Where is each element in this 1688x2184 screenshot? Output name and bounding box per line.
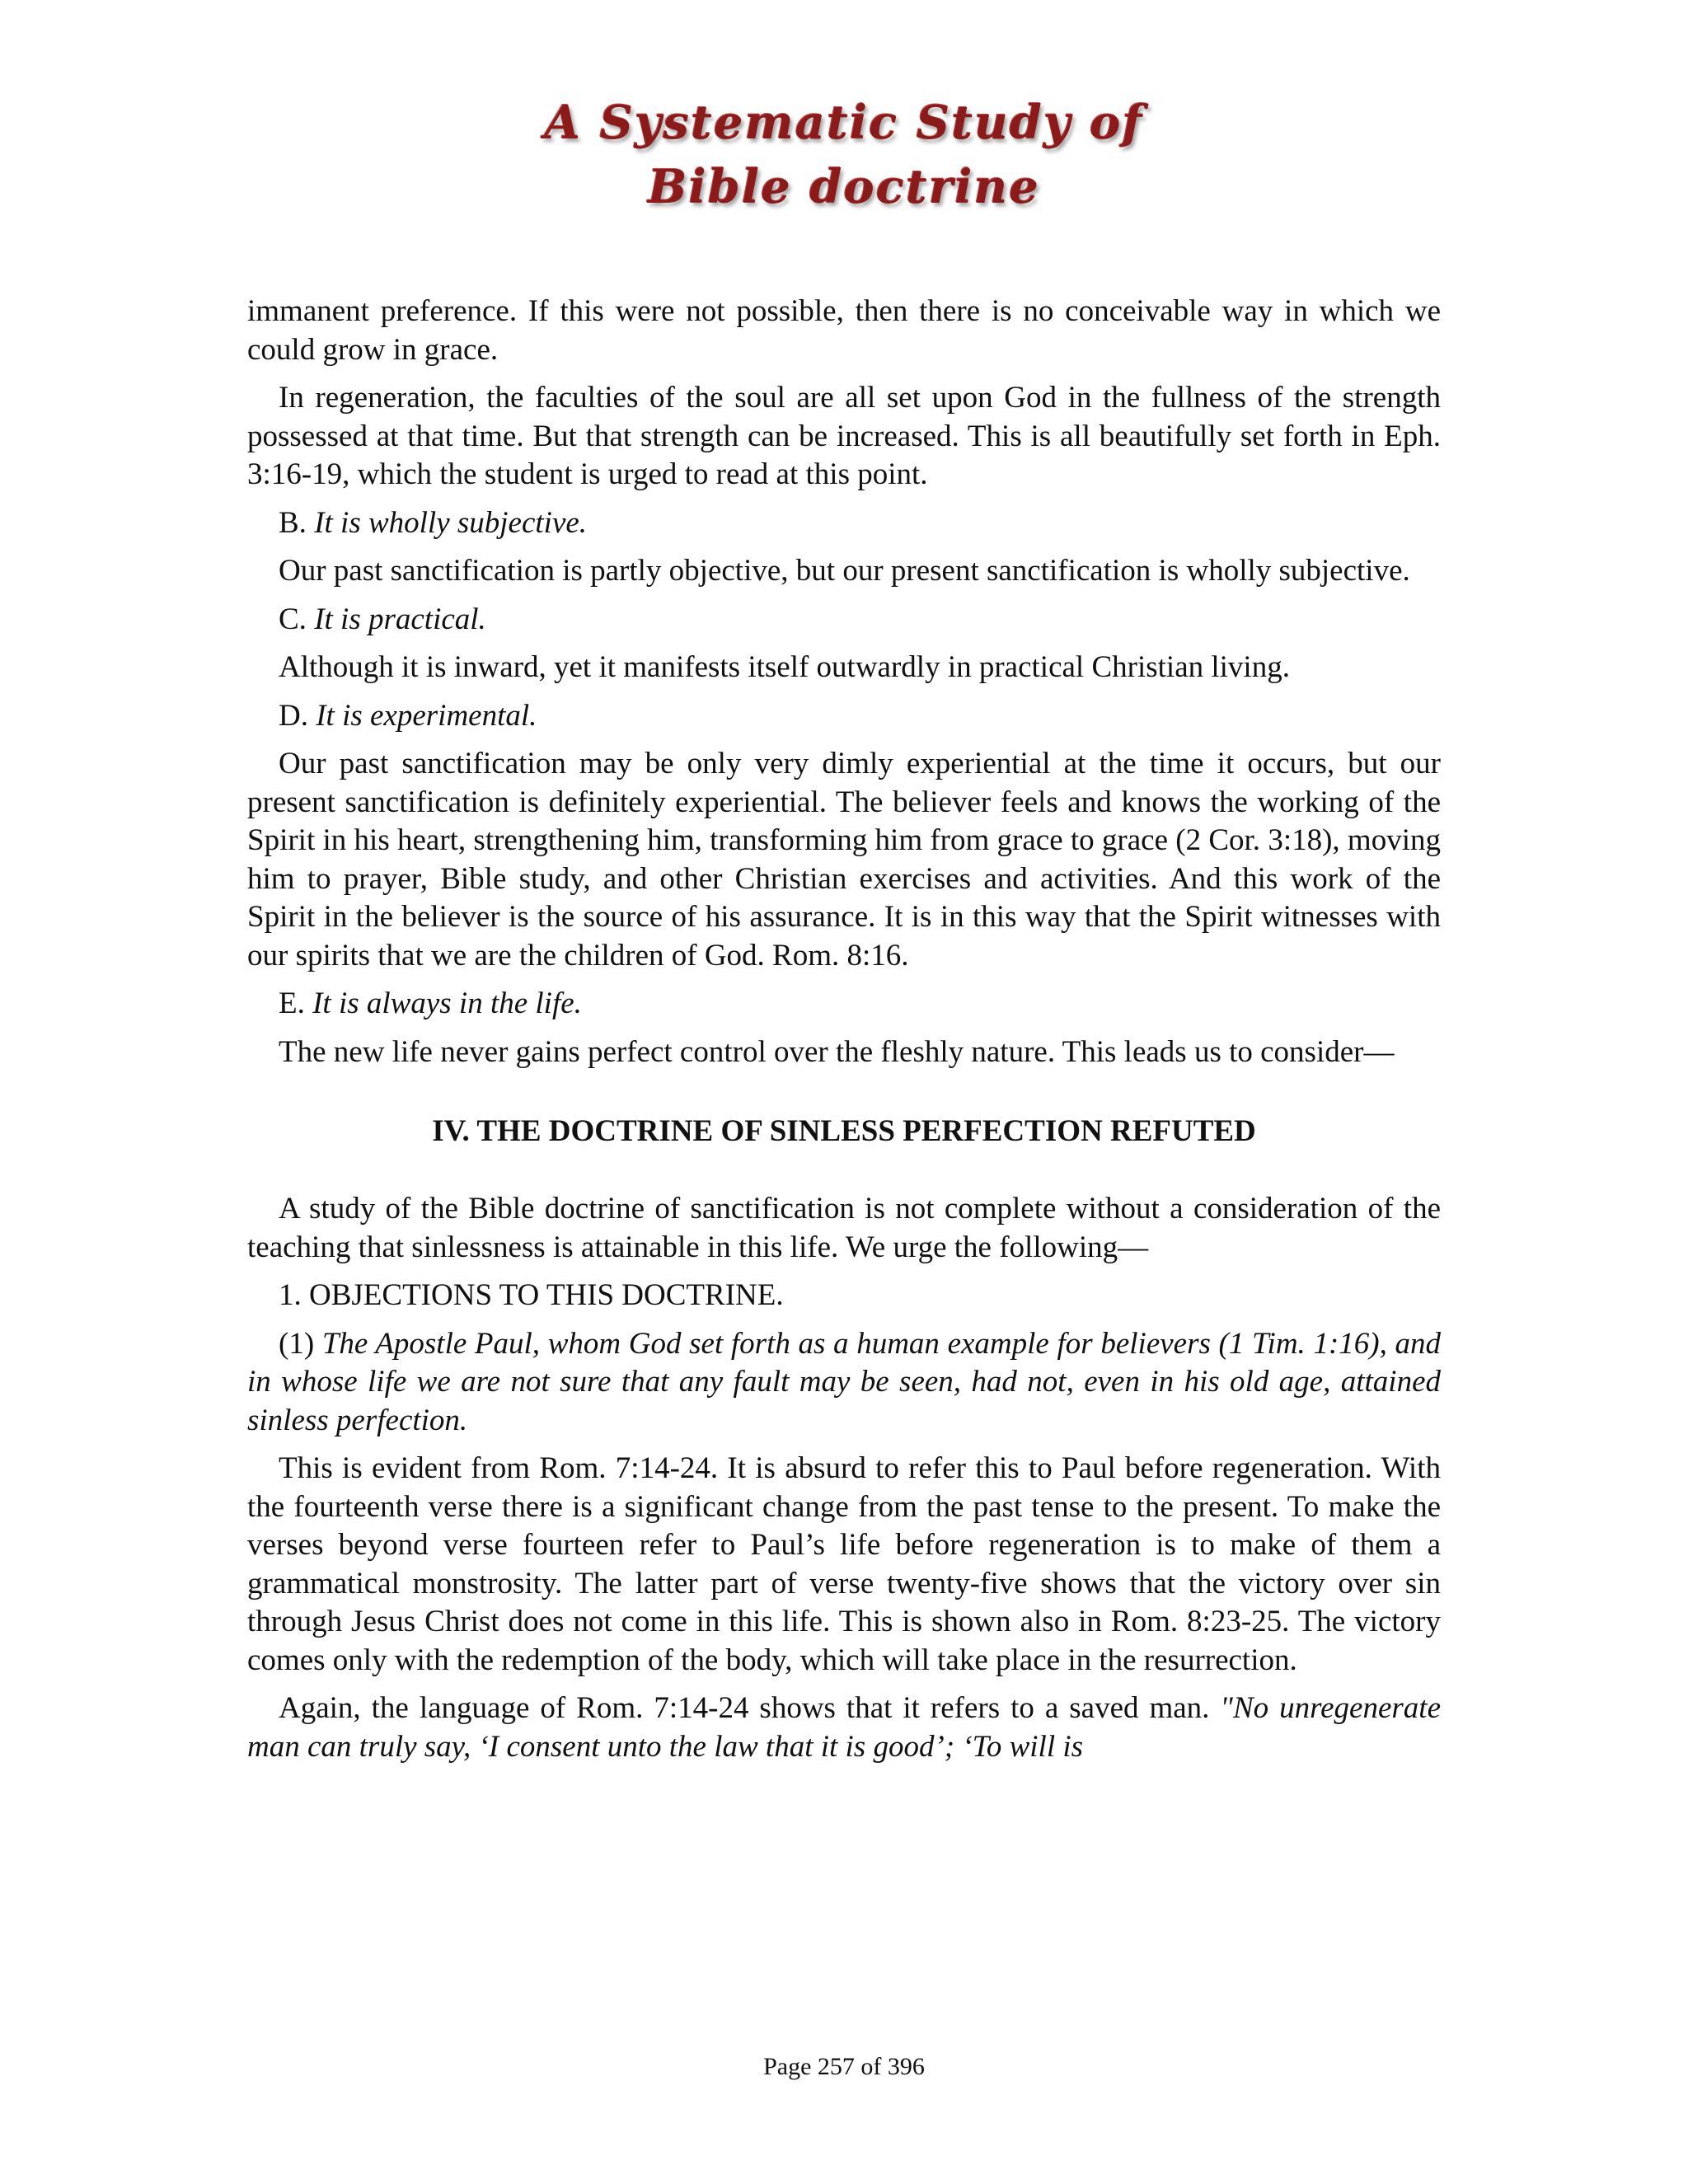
page-content xyxy=(247,293,1441,1776)
point-c-label: C. xyxy=(279,602,307,636)
point-e-title: It is always in the life. xyxy=(312,987,582,1020)
paragraph-experimental: Our past sanctification may be only very dimly experiential at the time it occurs, but our present sanctification is definitely experiential. The believer feels and knows the working of the Spirit in his heart, strengthening him, transforming him from grace to grace (2 Cor. 3:18), moving him to prayer, Bible study, and other Christian exercises and activities. And this work of the Spirit in the believer is the source of his assurance. It is in this way that the Spirit witnesses with our spirits that we are the children of God. Rom. 8:16. xyxy=(247,747,1441,972)
point-d-label: D. xyxy=(279,698,308,733)
point-b xyxy=(247,504,1441,543)
objection-1-text: The Apostle Paul, whom God set forth as a human example for believers (1 Tim. 1:16), and in whose life we are not sure that any fault may be seen, had not, even in his old age, attained sinless perfection. xyxy=(247,1326,1441,1437)
paragraph-new-life: The new life never gains perfect control over the fleshly nature. This leads us to consider— xyxy=(279,1034,1395,1069)
point-c-title: It is practical. xyxy=(314,602,486,636)
paragraph-regeneration: In regeneration, the faculties of the soul are all set upon God in the fullness of the strength possessed at that time. But that strength can be increased. This is all beautifully set forth in Eph. 3:16-19, which the student is urged to read at this point. xyxy=(247,381,1441,491)
paragraph-subjective: Our past sanctification is partly objective, but our present sanctification is wholly subjective. xyxy=(279,554,1410,588)
section-heading: IV. THE DOCTRINE OF SINLESS PERFECTION REFUTED xyxy=(432,1114,1256,1148)
page-header xyxy=(0,91,1688,231)
page-number: Page 257 of 396 xyxy=(763,2053,925,2080)
paragraph-practical: Although it is inward, yet it manifests itself outwardly in practical Christian living. xyxy=(279,650,1290,684)
paragraph-study: A study of the Bible doctrine of sanctification is not complete without a consideration of the teaching that sinlessness is attainable in this life. We urge the following— xyxy=(247,1192,1441,1264)
paragraph-again xyxy=(247,1690,1441,1766)
objection-1-label: (1) xyxy=(279,1326,315,1361)
paragraph-continued: immanent preference. If this were not possible, then there is no conceivable way in which we could grow in grace. xyxy=(247,294,1441,367)
point-d-title: It is experimental. xyxy=(316,698,537,733)
again-quote: "No unregenerate man can truly say, ‘I consent unto the law that it is good’; ‘To will is xyxy=(247,1691,1441,1764)
point-d xyxy=(247,697,1441,736)
point-e-label: E. xyxy=(279,987,305,1020)
paragraph-objection-1 xyxy=(247,1325,1441,1441)
subheading-objections: 1. OBJECTIONS TO THIS DOCTRINE. xyxy=(279,1278,784,1312)
again-text: Again, the language of Rom. 7:14-24 shows that it refers to a saved man. xyxy=(279,1691,1210,1725)
point-e xyxy=(247,985,1441,1024)
paragraph-romans: This is evident from Rom. 7:14-24. It is absurd to refer this to Paul before regeneration. With the fourteenth verse there is a significant change from the past tense to the present. To make the verses beyond verse fourteen refer to Paul’s life before regeneration is to make of them a grammatical monstrosity. The latter part of verse twenty-five shows that the victory over sin through Jesus Christ does not come in this life. This is shown also in Rom. 8:23-25. The victory comes only with the redemption of the body, which will take place in the resurrection. xyxy=(247,1451,1441,1677)
point-c xyxy=(247,601,1441,640)
book-title-line-2: Bible doctrine xyxy=(648,160,1040,214)
point-b-title: It is wholly subjective. xyxy=(314,505,588,540)
point-b-label: B. xyxy=(279,505,307,540)
book-title-line-1: A Systematic Study of xyxy=(544,96,1144,150)
